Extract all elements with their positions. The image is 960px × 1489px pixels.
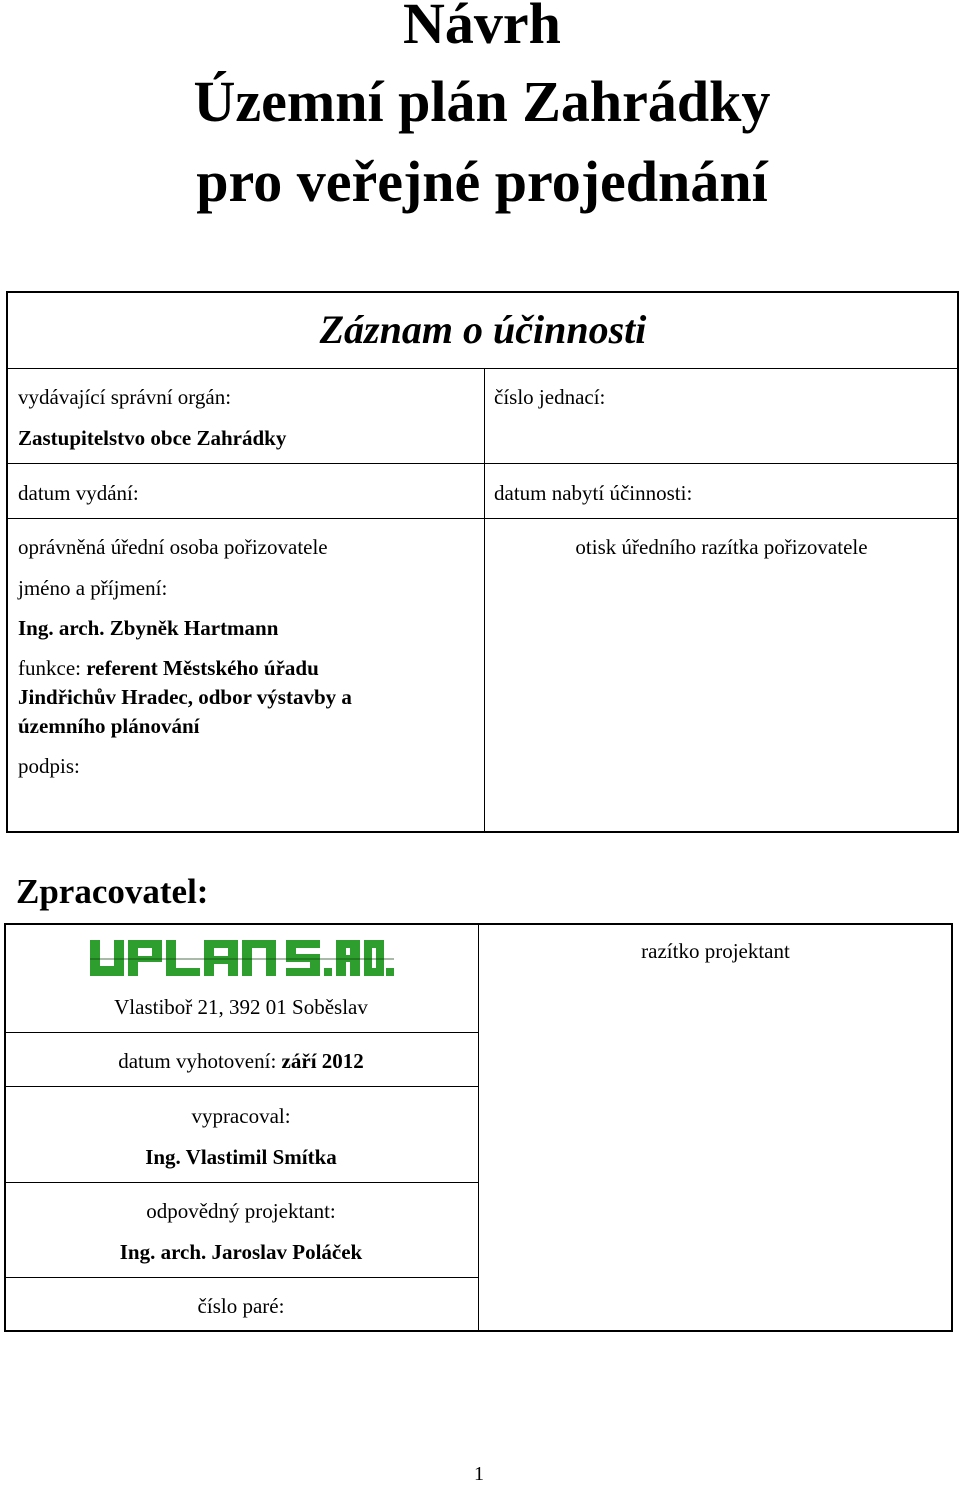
issuing-authority-label: vydávající správní orgán:: [18, 385, 232, 409]
signature-label: podpis:: [18, 754, 80, 778]
table-divider: [478, 923, 479, 1332]
processor-heading: Zpracovatel:: [16, 872, 209, 911]
function-label: funkce:: [18, 656, 81, 680]
official-stamp-label: otisk úředního razítka pořizovatele: [575, 535, 868, 559]
prepared-by-label: vypracoval:: [191, 1104, 291, 1128]
responsible-designer-value: Ing. arch. Jaroslav Poláček: [119, 1240, 363, 1264]
preparation-date-label: datum vyhotovení:: [118, 1049, 277, 1073]
document-status-title: Návrh: [403, 0, 561, 56]
table-divider: [6, 368, 959, 369]
designer-stamp-label: razítko projektant: [641, 939, 790, 963]
preparation-date-row: [4, 1048, 478, 1074]
table-divider: [4, 1277, 478, 1278]
record-title: Záznam o účinnosti: [319, 307, 647, 352]
copy-number-label: číslo paré:: [197, 1294, 285, 1318]
responsible-designer-label: odpovědný projektant:: [146, 1199, 336, 1223]
table-divider: [4, 1182, 478, 1183]
table-divider: [484, 368, 485, 833]
table-divider: [4, 1086, 478, 1087]
issue-date-label: datum vydání:: [18, 481, 139, 505]
name-label: jméno a příjmení:: [18, 576, 168, 600]
prepared-by-value: Ing. Vlastimil Smítka: [145, 1145, 337, 1169]
table-divider: [4, 1032, 478, 1033]
effective-date-label: datum nabytí účinnosti:: [494, 481, 693, 505]
preparation-date-value: září 2012: [281, 1049, 364, 1073]
function-row: [18, 655, 319, 681]
document-subtitle: pro veřejné projednání: [196, 149, 768, 214]
effectiveness-record-table: [6, 291, 959, 833]
official-person-label: oprávněná úřední osoba pořizovatele: [18, 535, 328, 559]
function-value: referent Městského úřadu: [86, 656, 319, 680]
table-divider: [6, 518, 959, 519]
issuing-authority-value: Zastupitelstvo obce Zahrádky: [18, 426, 287, 450]
name-value: Ing. arch. Zbyněk Hartmann: [18, 616, 279, 640]
function-value-line-3: územního plánování: [18, 714, 200, 738]
page-number: 1: [474, 1463, 484, 1485]
function-value-line-2: Jindřichův Hradec, odbor výstavby a: [18, 685, 352, 709]
company-logo: [88, 938, 396, 985]
table-divider: [6, 463, 959, 464]
company-address: Vlastiboř 21, 392 01 Soběslav: [114, 995, 368, 1019]
document-main-title: Územní plán Zahrádky: [193, 69, 771, 134]
ref-number-label: číslo jednací:: [494, 385, 606, 409]
